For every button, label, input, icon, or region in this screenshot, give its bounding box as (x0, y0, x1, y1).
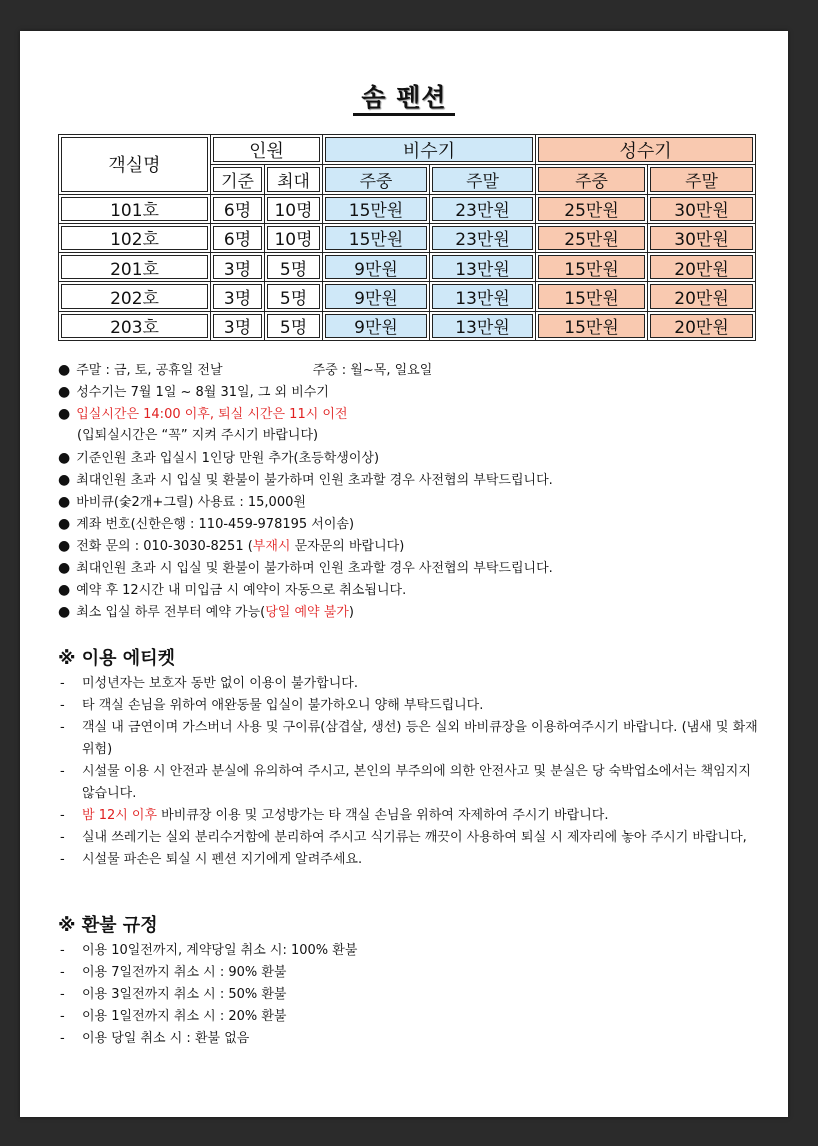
off-weekday-cell: 9만원 (323, 253, 430, 282)
bullet-icon: ● (58, 538, 71, 554)
note-checkin-sub: (입퇴실시간은 “꼭” 지켜 주시기 바랍니다) (77, 428, 319, 443)
peak-weekend-cell: 20만원 (648, 282, 756, 311)
base-cell: 6명 (211, 194, 265, 223)
bullet-icon: ● (58, 560, 71, 576)
table-row (59, 253, 756, 282)
peak-weekend-cell: 30만원 (648, 194, 756, 223)
peak-weekend-cell: 20만원 (648, 311, 756, 340)
header-offseason: 비수기 (323, 135, 536, 165)
max-cell: 10명 (265, 223, 323, 252)
table-row (59, 194, 756, 223)
list-item (58, 447, 758, 469)
room-cell: 203호 (59, 311, 211, 340)
bullet-icon: ● (58, 494, 71, 510)
note-extra: 기준인원 초과 입실시 1인당 만원 추가(초등학생이상) (76, 451, 380, 466)
subheader-peak-weekend: 주말 (648, 165, 756, 194)
max-cell: 10명 (265, 194, 323, 223)
list-item: - 이용 3일전까지 취소 시 : 50% 환불 (58, 984, 760, 1006)
base-cell: 3명 (211, 282, 265, 311)
off-weekend-cell: 13만원 (430, 311, 536, 340)
night-text: 바비큐장 이용 및 고성방가는 타 객실 손님을 위하여 자제하여 주시기 바랍니다. (157, 808, 609, 823)
list-item: - 미성년자는 보호자 동반 없이 이용이 불가합니다. (58, 673, 760, 695)
table-header-row (59, 135, 756, 165)
max-cell: 5명 (265, 311, 323, 340)
note-season: 성수기는 7월 1일 ~ 8월 31일, 그 외 비수기 (76, 385, 329, 400)
subheader-peak-weekday: 주중 (536, 165, 648, 194)
note-weekend: 주말 : 금, 토, 공휴일 전날 (76, 363, 223, 378)
bullet-icon: ● (58, 406, 71, 422)
notes-list (58, 359, 758, 623)
table-row (59, 223, 756, 252)
bullet-icon: ● (58, 362, 71, 378)
bullet-icon: ● (58, 604, 71, 620)
header-peakseason: 성수기 (536, 135, 756, 165)
subheader-base: 기준 (211, 165, 265, 194)
room-cell: 101호 (59, 194, 211, 223)
peak-weekday-cell: 15만원 (536, 253, 648, 282)
list-item (58, 469, 758, 491)
off-weekday-cell: 15만원 (323, 194, 430, 223)
subheader-off-weekday: 주중 (323, 165, 430, 194)
note-cancel: 예약 후 12시간 내 미입금 시 예약이 자동으로 취소됩니다. (76, 583, 407, 598)
refund-list (58, 940, 760, 1050)
room-cell: 202호 (59, 282, 211, 311)
list-item: - 이용 7일전까지 취소 시 : 90% 환불 (58, 962, 760, 984)
off-weekday-cell: 15만원 (323, 223, 430, 252)
base-cell: 3명 (211, 253, 265, 282)
room-cell: 102호 (59, 223, 211, 252)
list-item: - 시설물 파손은 퇴실 시 펜션 지기에게 알려주세요. (58, 849, 760, 871)
peak-weekday-cell: 15만원 (536, 311, 648, 340)
subheader-max: 최대 (265, 165, 323, 194)
note-checkin: 입실시간은 14:00 이후, 퇴실 시간은 11시 이전 (76, 407, 348, 422)
subheader-off-weekend: 주말 (430, 165, 536, 194)
max-cell: 5명 (265, 282, 323, 311)
list-item (58, 425, 758, 447)
list-item: - 이용 10일전까지, 계약당일 취소 시: 100% 환불 (58, 940, 760, 962)
off-weekend-cell: 23만원 (430, 194, 536, 223)
bullet-icon: ● (58, 384, 71, 400)
off-weekend-cell: 13만원 (430, 253, 536, 282)
header-people: 인원 (211, 135, 323, 165)
rate-table (58, 134, 756, 341)
bullet-icon: ● (58, 450, 71, 466)
list-item (58, 601, 758, 623)
note-max-2: 최대인원 초과 시 입실 및 환불이 불가하며 인원 초과할 경우 사전협의 부탁드립니다. (76, 561, 553, 576)
peak-weekday-cell: 25만원 (536, 223, 648, 252)
note-phone-red: 부재시 (252, 539, 291, 554)
list-item (58, 513, 758, 535)
table-row (59, 282, 756, 311)
peak-weekday-cell: 25만원 (536, 194, 648, 223)
header-room: 객실명 (59, 135, 211, 195)
list-item (58, 579, 758, 601)
note-phone-end: 문자문의 바랍니다) (290, 539, 405, 554)
note-booking-red: 당일 예약 불가 (265, 605, 349, 620)
bullet-icon: ● (58, 582, 71, 598)
off-weekday-cell: 9만원 (323, 282, 430, 311)
list-item (58, 805, 760, 827)
off-weekday-cell: 9만원 (323, 311, 430, 340)
table-row (59, 311, 756, 340)
bullet-icon: ● (58, 516, 71, 532)
list-item: - 실내 쓰레기는 실외 분리수거함에 분리하여 주시고 식기류는 깨끗이 사용하여 퇴실 시 제자리에 놓아 주시기 바랍니다, (58, 827, 760, 849)
list-item: - 이용 당일 취소 시 : 환불 없음 (58, 1028, 760, 1050)
off-weekend-cell: 23만원 (430, 223, 536, 252)
note-booking: 최소 입실 하루 전부터 예약 가능( (76, 605, 266, 620)
etiquette-list (58, 673, 760, 871)
list-item: - 타 객실 손님을 위하여 애완동물 입실이 불가하오니 양해 부탁드립니다. (58, 695, 760, 717)
note-phone: 전화 문의 : 010-3030-8251 ( (76, 539, 253, 554)
note-account: 계좌 번호(신한은행 : 110-459-978195 서이솜) (76, 517, 355, 532)
night-red-text: 밤 12시 이후 (82, 808, 158, 823)
list-item (58, 491, 758, 513)
peak-weekday-cell: 15만원 (536, 282, 648, 311)
document-page (20, 31, 788, 1117)
list-item (58, 535, 758, 557)
list-item (58, 557, 758, 579)
etiquette-heading: ※ 이용 에티켓 (58, 648, 175, 669)
refund-heading: ※ 환불 규정 (58, 915, 158, 936)
note-bbq: 바비큐(숯2개+그릴) 사용료 : 15,000원 (76, 495, 306, 510)
list-item: - 객실 내 금연이며 가스버너 사용 및 구이류(삼겹살, 생선) 등은 실외 바비큐장을 이용하여주시기 바랍니다. (냄새 및 화재위험) (58, 717, 760, 761)
room-cell: 201호 (59, 253, 211, 282)
page-title-text: 솜 펜션 (353, 83, 454, 116)
note-max: 최대인원 초과 시 입실 및 환불이 불가하며 인원 초과할 경우 사전협의 부탁드립니다. (76, 473, 553, 488)
list-item (58, 359, 758, 381)
peak-weekend-cell: 20만원 (648, 253, 756, 282)
note-booking-end: ) (348, 605, 354, 620)
list-item: - 시설물 이용 시 안전과 분실에 유의하여 주시고, 본인의 부주의에 의한 안전사고 및 분실은 당 숙박업소에서는 책임지지 않습니다. (58, 761, 760, 805)
note-weekday: 주중 : 월~목, 일요일 (312, 363, 433, 378)
list-item (58, 403, 758, 425)
off-weekend-cell: 13만원 (430, 282, 536, 311)
list-item: - 이용 1일전까지 취소 시 : 20% 환불 (58, 1006, 760, 1028)
base-cell: 3명 (211, 311, 265, 340)
page-title (20, 83, 788, 116)
list-item (58, 381, 758, 403)
peak-weekend-cell: 30만원 (648, 223, 756, 252)
bullet-icon: ● (58, 472, 71, 488)
base-cell: 6명 (211, 223, 265, 252)
max-cell: 5명 (265, 253, 323, 282)
